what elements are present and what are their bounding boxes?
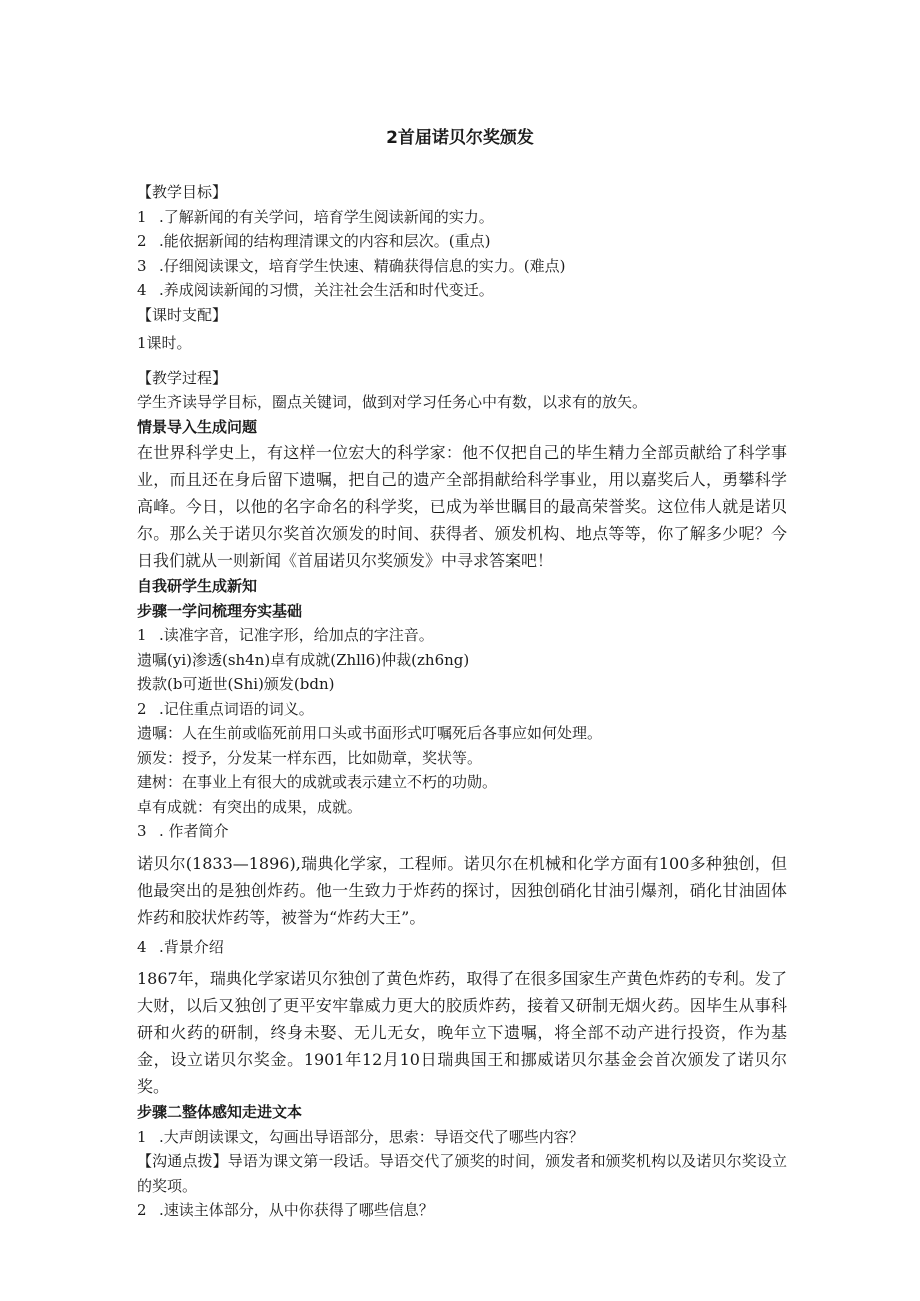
item-text: . 作者简介: [159, 822, 229, 840]
tip-paragraph: 【沟通点拨】导语为课文第一段话。导语交代了颁奖的时间，颁发者和颁奖机构以及诺贝尔奖设立的奖项。: [137, 1152, 787, 1195]
author-task: [137, 819, 787, 844]
vocab-definition: 建树：在事业上有很大的成就或表示建立不朽的功勋。: [137, 773, 498, 791]
objective-item: [137, 205, 787, 230]
item-text: .能依据新闻的结构理清课文的内容和层次。(重点): [159, 232, 491, 250]
objectives-heading: 【教学目标】: [137, 183, 228, 201]
item-text: .大声朗读课文，勾画出导语部分，思索：导语交代了哪些内容？: [159, 1127, 584, 1146]
document-title: 2首届诺贝尔奖颁发: [386, 128, 534, 148]
step2-heading: 步骤二整体感知走进文本: [137, 1103, 303, 1121]
scene-heading: 情景导入生成问题: [137, 417, 258, 436]
read-task: [137, 1125, 787, 1150]
pinyin-line: 拨款(b可逝世(Shi)颁发(bdn): [137, 675, 335, 693]
skim-task: [137, 1198, 787, 1223]
item-text: .了解新闻的有关学问，培育学生阅读新闻的实力。: [159, 207, 494, 226]
item-text: .养成阅读新闻的习惯，关注社会生活和时代变迁。: [159, 281, 494, 299]
item-number: 1: [137, 207, 147, 226]
item-number: 1: [137, 1127, 147, 1146]
objective-item: [137, 278, 787, 303]
vocab-definition: 卓有成就：有突出的成果，成就。: [137, 797, 363, 816]
scene-paragraph: 在世界科学史上，有这样一位宏大的科学家：他不仅把自己的毕生精力全部贡献给了科学事业，而且还在身后留下遗嘱，把自己的遗产全部捐献给科学事业，用以嘉奖后人，勇攀科学高峰。今日，以他的名字命名的科学奖，已成为举世瞩目的最高荣誉奖。这位伟人就是诺贝尔。那么关于诺贝尔奖首次颁发的时间、获得者、颁发机构、地点等等，你了解多少呢？今日我们就从一则新闻《首届诺贝尔奖颁发》中寻求答案吧！: [137, 443, 787, 570]
item-text: .记住重点词语的词义。: [159, 699, 314, 718]
item-number: 2: [137, 699, 147, 718]
background-paragraph: 1867年，瑞典化学家诺贝尔独创了黄色炸药，取得了在很多国家生产黄色炸药的专利。发了大财，以后又独创了更平安牢靠威力更大的胶质炸药，接着又研制无烟火药。因毕生从事科研和火药的研制，终身未娶、无儿无女，晚年立下遗嘱，将全部不动产进行投资，作为基金，设立诺贝尔奖金。1901年12月10日瑞典国王和挪威诺贝尔基金会首次颁发了诺贝尔奖。: [137, 969, 787, 1096]
item-number: 1: [137, 626, 147, 644]
pinyin-task: [137, 623, 787, 648]
self-study-heading: 自我研学生成新知: [137, 577, 258, 595]
item-number: 3: [137, 822, 147, 840]
process-intro: 学生齐读导学目标，圈点关键词，做到对学习任务心中有数，以求有的放矢。: [137, 393, 648, 411]
document-body: [137, 180, 787, 1223]
background-task: [137, 935, 787, 960]
process-heading: 【教学过程】: [137, 368, 228, 387]
item-number: 4: [137, 937, 147, 956]
item-text: .仔细阅读课文，培育学生快速、精确获得信息的实力。(难点): [159, 256, 566, 275]
pinyin-line: 遗嘱(yi)渗透(sh4n)卓有成就(Zhll6)仲裁(zh6ng): [137, 650, 470, 669]
item-number: 2: [137, 232, 147, 250]
vocab-definition: 颁发：授予，分发某一样东西，比如勋章，奖状等。: [137, 748, 483, 767]
schedule-text: 1课时。: [137, 334, 192, 352]
item-number: 3: [137, 256, 147, 275]
step1-heading: 步骤一学问梳理夯实基础: [137, 601, 303, 620]
vocab-task: [137, 697, 787, 722]
schedule-heading: 【课时支配】: [137, 305, 228, 324]
author-paragraph: 诺贝尔(1833—1896),瑞典化学家，工程师。诺贝尔在机械和化学方面有100多种独创，但他最突出的是独创炸药。他一生致力于炸药的探讨，因独创硝化甘油引爆剂，硝化甘油固体炸药和胶状炸药等，被誉为“炸药大王”。: [137, 853, 787, 927]
item-number: 4: [137, 281, 147, 299]
item-text: .速读主体部分，从中你获得了哪些信息？: [159, 1201, 434, 1219]
item-number: 2: [137, 1201, 147, 1219]
objective-item: [137, 254, 787, 279]
objective-item: [137, 229, 787, 254]
item-text: .背景介绍: [159, 937, 224, 956]
item-text: .读准字音，记准字形，给加点的字注音。: [159, 626, 434, 644]
vocab-definition: 遗嘱：人在生前或临死前用口头或书面形式叮嘱死后各事应如何处理。: [137, 724, 603, 742]
